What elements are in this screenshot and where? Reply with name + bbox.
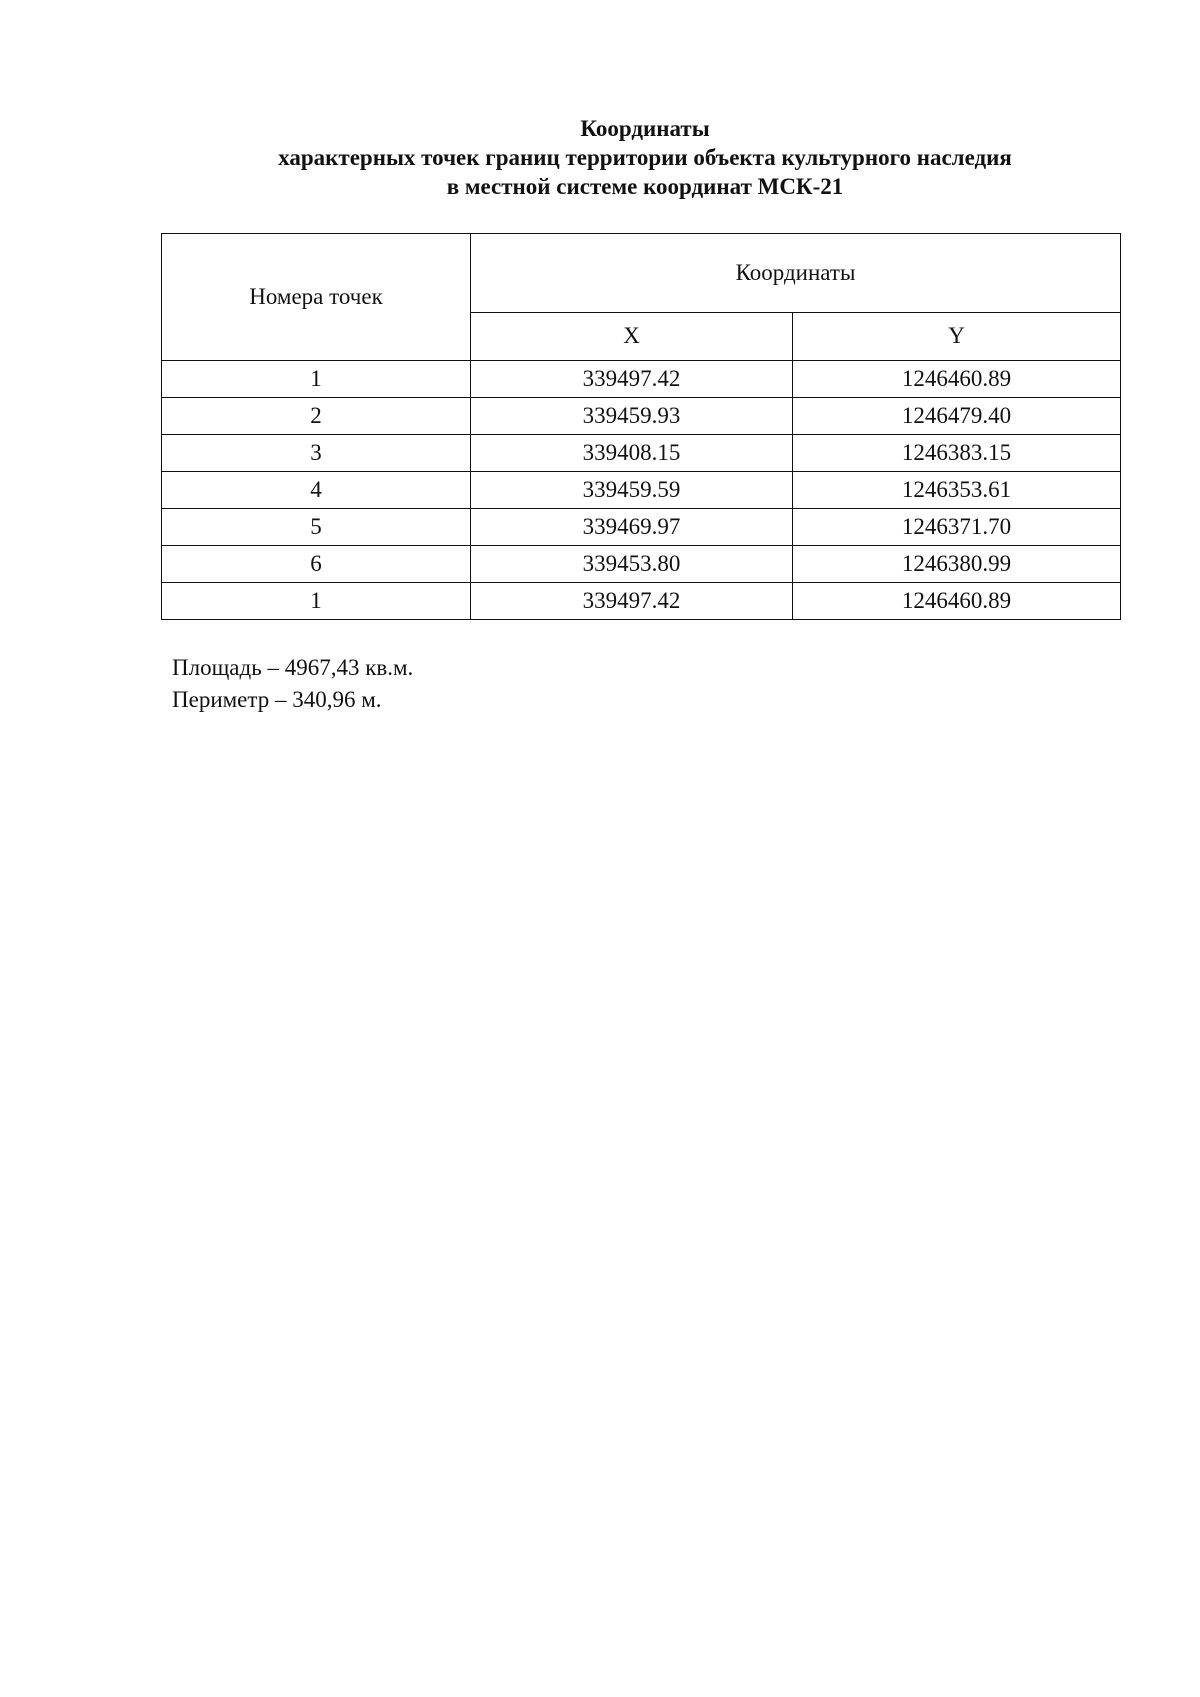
cell-point: 4 — [162, 472, 471, 509]
table-row — [162, 398, 1121, 435]
cell-point: 2 — [162, 398, 471, 435]
cell-x: 339469.97 — [471, 509, 793, 546]
table-row — [162, 361, 1121, 398]
header-point-numbers: Номера точек — [162, 234, 471, 361]
area-text: Площадь – 4967,43 кв.м. — [172, 655, 414, 680]
document-title — [0, 114, 1200, 201]
cell-y: 1246353.61 — [793, 472, 1121, 509]
cell-x: 339459.59 — [471, 472, 793, 509]
table-row — [162, 546, 1121, 583]
header-x: X — [471, 312, 793, 360]
title-line: в местной системе координат МСК-21 — [446, 174, 844, 199]
cell-y: 1246371.70 — [793, 509, 1121, 546]
cell-y: 1246383.15 — [793, 435, 1121, 472]
summary-block — [172, 652, 413, 716]
table-row — [162, 509, 1121, 546]
table-row — [162, 583, 1121, 620]
cell-x: 339453.80 — [471, 546, 793, 583]
cell-x: 339497.42 — [471, 361, 793, 398]
title-line: Координаты — [580, 116, 710, 141]
cell-y: 1246460.89 — [793, 583, 1121, 620]
cell-y: 1246380.99 — [793, 546, 1121, 583]
table-row — [162, 472, 1121, 509]
perimeter-text: Периметр – 340,96 м. — [172, 687, 382, 712]
cell-x: 339497.42 — [471, 583, 793, 620]
cell-point: 1 — [162, 361, 471, 398]
cell-point: 3 — [162, 435, 471, 472]
cell-x: 339459.93 — [471, 398, 793, 435]
cell-point: 5 — [162, 509, 471, 546]
cell-x: 339408.15 — [471, 435, 793, 472]
cell-point: 1 — [162, 583, 471, 620]
table-row — [162, 435, 1121, 472]
cell-y: 1246479.40 — [793, 398, 1121, 435]
cell-y: 1246460.89 — [793, 361, 1121, 398]
header-y: Y — [793, 312, 1121, 360]
header-coordinates: Координаты — [471, 234, 1121, 313]
title-line: характерных точек границ территории объекта культурного наследия — [278, 145, 1012, 170]
coordinates-table — [161, 233, 1121, 620]
cell-point: 6 — [162, 546, 471, 583]
